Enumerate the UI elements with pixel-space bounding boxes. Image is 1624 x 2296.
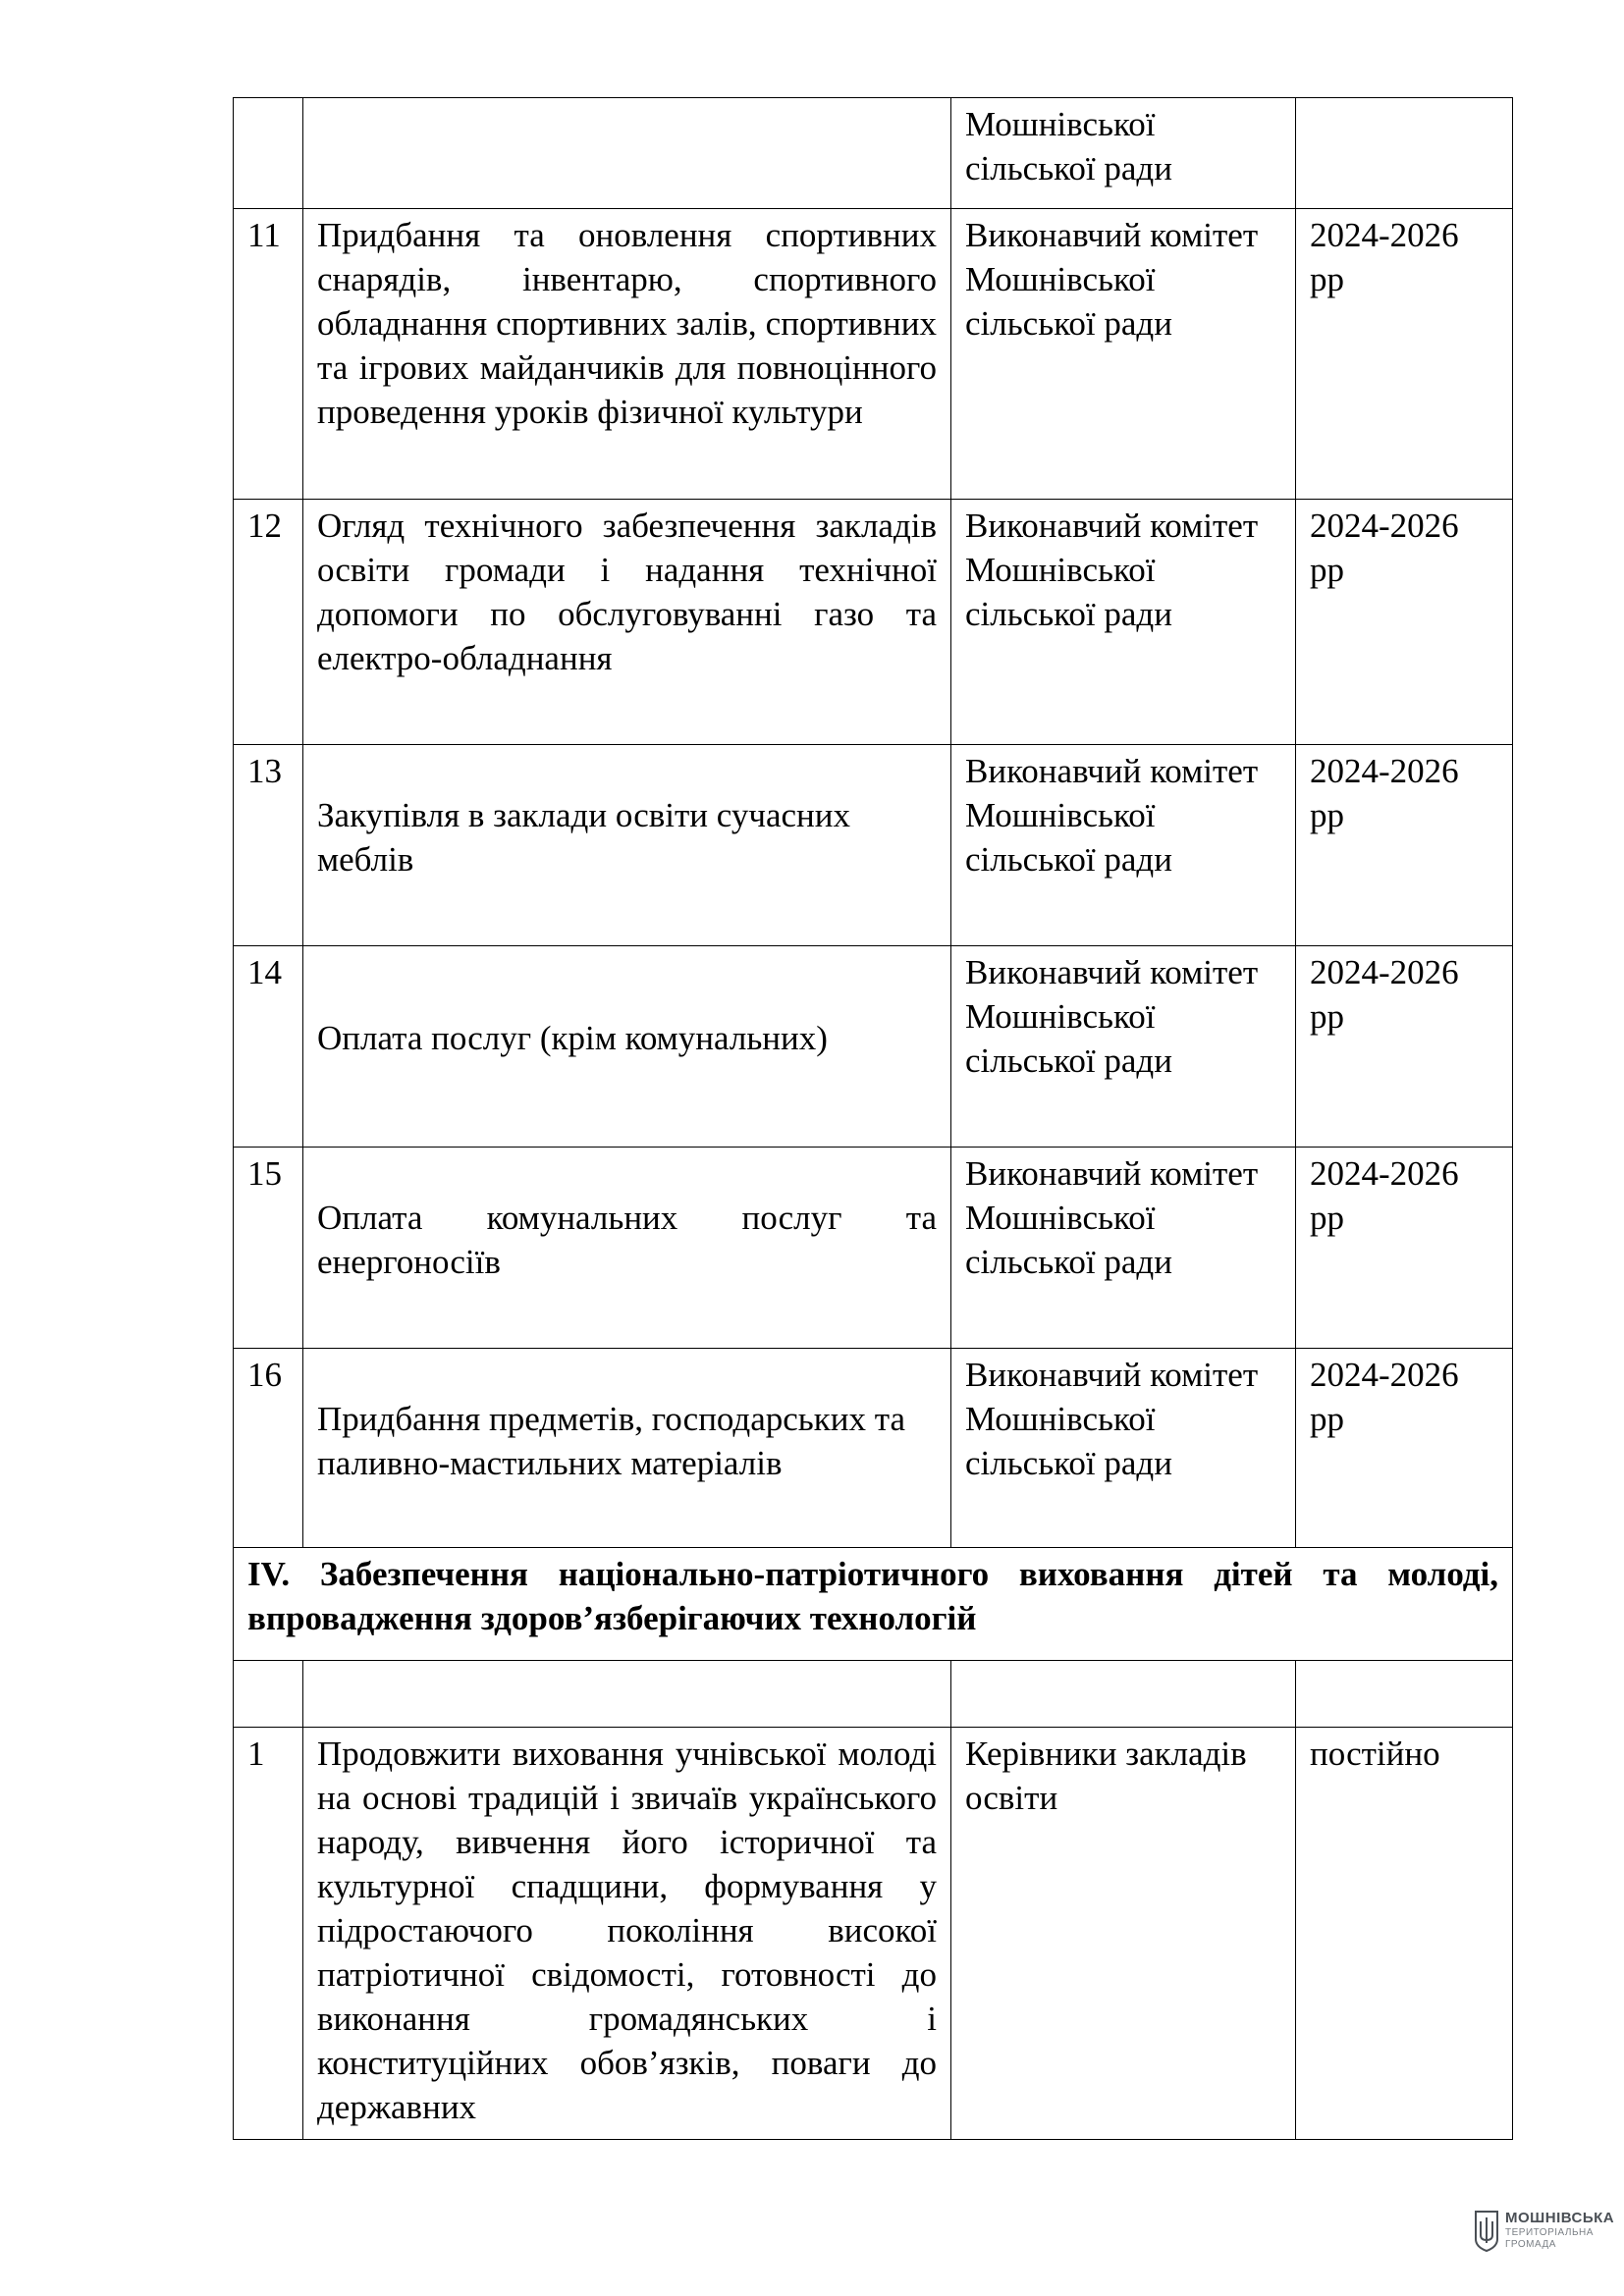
section-heading: IV. Забезпечення національно-патріотичного виховання дітей та молоді, впровадження здоров’язберігаючих технологій xyxy=(234,1548,1513,1661)
execution-term: постійно xyxy=(1296,1728,1513,2140)
section-heading-row xyxy=(234,1548,1513,1661)
measure-description xyxy=(303,98,951,209)
responsible-executor: Керівники закладів освіти xyxy=(951,1728,1296,2140)
row-number: 16 xyxy=(234,1349,303,1548)
table-row xyxy=(234,745,1513,946)
logo-subtitle: ТЕРИТОРІАЛЬНА xyxy=(1505,2227,1594,2238)
measure-description: Оплата комунальних послуг та енергоносіїв xyxy=(303,1148,951,1349)
responsible-executor: Виконавчий комітет Мошнівської сільської ради xyxy=(951,500,1296,745)
table-row xyxy=(234,1349,1513,1548)
measure-description: Придбання предметів, господарських та паливно-мастильних матеріалів xyxy=(303,1349,951,1548)
empty-cell xyxy=(303,1661,951,1728)
row-number: 13 xyxy=(234,745,303,946)
execution-term: 2024-2026 рр xyxy=(1296,946,1513,1148)
measure-description: Оплата послуг (крім комунальних) xyxy=(303,946,951,1148)
empty-cell xyxy=(1296,1661,1513,1728)
execution-term xyxy=(1296,98,1513,209)
row-number: 1 xyxy=(234,1728,303,2140)
measure-description: Закупівля в заклади освіти сучасних меблів xyxy=(303,745,951,946)
logo-subtitle-2: ГРОМАДА xyxy=(1505,2239,1556,2250)
empty-cell xyxy=(951,1661,1296,1728)
execution-term: 2024-2026 рр xyxy=(1296,1349,1513,1548)
row-number: 12 xyxy=(234,500,303,745)
row-number: 15 xyxy=(234,1148,303,1349)
table-row xyxy=(234,1148,1513,1349)
row-number: 11 xyxy=(234,209,303,500)
program-measures-table xyxy=(233,97,1513,2140)
measure-description: Придбання та оновлення спортивних снарядів, інвентарю, спортивного обладнання спортивних залів, спортивних та ігрових майданчиків для повноцінного проведення уроків фізичної культури xyxy=(303,209,951,500)
measure-description: Огляд технічного забезпечення закладів освіти громади і надання технічної допомоги по обслуговуванні газо та електро-обладнання xyxy=(303,500,951,745)
table-row xyxy=(234,1728,1513,2140)
row-number xyxy=(234,98,303,209)
execution-term: 2024-2026 рр xyxy=(1296,745,1513,946)
table-row xyxy=(234,209,1513,500)
responsible-executor: Виконавчий комітет Мошнівської сільської ради xyxy=(951,1148,1296,1349)
row-number: 14 xyxy=(234,946,303,1148)
execution-term: 2024-2026 рр xyxy=(1296,500,1513,745)
measure-description: Продовжити виховання учнівської молоді на основі традицій і звичаїв українського народу, вивчення його історичної та культурної спадщини, формування у підростаючого покоління високої патріотичної свідомості, готовності до виконання громадянських і конституційних обов’язків, поваги до державних xyxy=(303,1728,951,2140)
execution-term: 2024-2026 рр xyxy=(1296,209,1513,500)
table-row xyxy=(234,98,1513,209)
responsible-executor: Виконавчий комітет Мошнівської сільської ради xyxy=(951,209,1296,500)
execution-term: 2024-2026 рр xyxy=(1296,1148,1513,1349)
responsible-executor: Виконавчий комітет Мошнівської сільської ради xyxy=(951,1349,1296,1548)
responsible-executor: Виконавчий комітет Мошнівської сільської ради xyxy=(951,946,1296,1148)
empty-cell xyxy=(234,1661,303,1728)
community-logo xyxy=(1474,2206,1615,2265)
table-row xyxy=(234,946,1513,1148)
logo-title: МОШНІВСЬКА xyxy=(1505,2210,1615,2226)
responsible-executor: Виконавчий комітет Мошнівської сільської ради xyxy=(951,745,1296,946)
table-row-empty xyxy=(234,1661,1513,1728)
table-row xyxy=(234,500,1513,745)
responsible-executor: Мошнівської сільської ради xyxy=(951,98,1296,209)
trident-emblem-icon xyxy=(1474,2210,1499,2253)
